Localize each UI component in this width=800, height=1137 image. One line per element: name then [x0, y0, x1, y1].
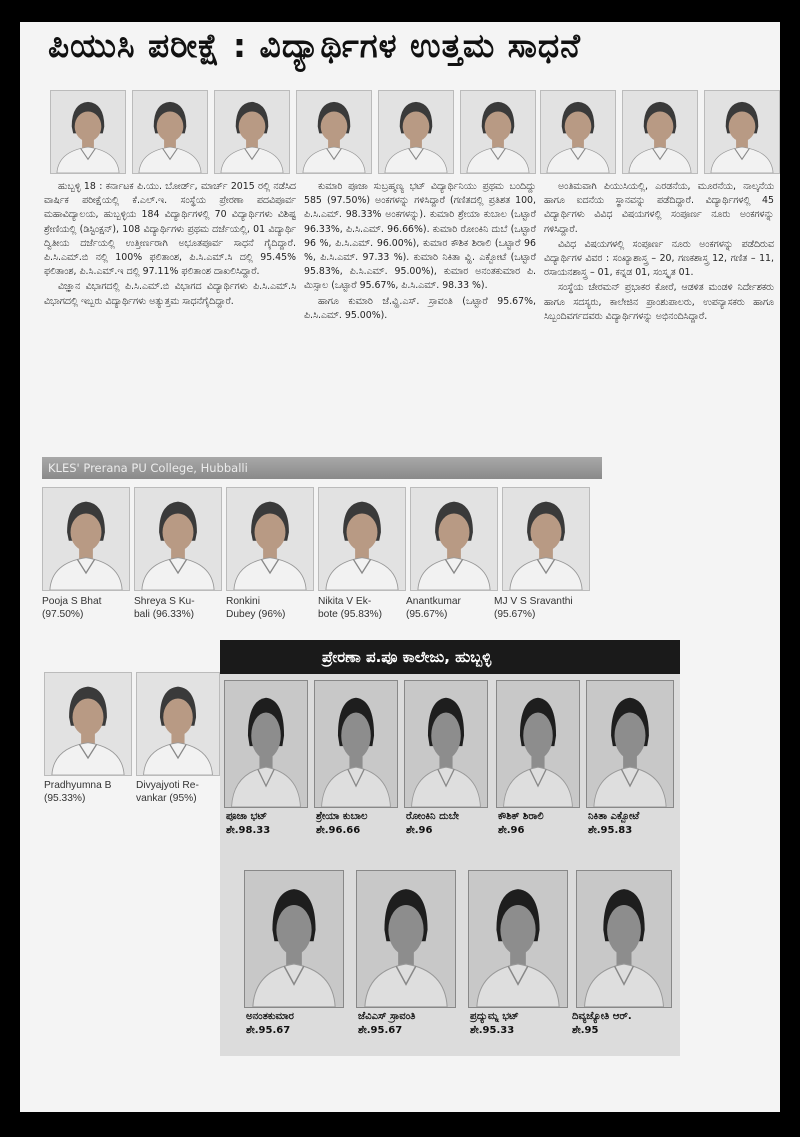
article-column-2 — [304, 180, 536, 452]
student-percentage: ಶೇ.96 — [406, 825, 433, 836]
student-name: Nikita V Ek- — [318, 596, 372, 607]
student-caption — [470, 1010, 519, 1038]
student-name: Anantkumar — [406, 596, 461, 607]
article-column-3 — [544, 180, 774, 452]
portrait-icon — [43, 488, 129, 590]
student-percentage: ಶೇ.96.66 — [316, 825, 361, 836]
student-photo — [224, 680, 308, 808]
article-paragraph: ಹುಬ್ಬಳ್ಳಿ 18 : ಕರ್ನಾಟಕ ಪಿ.ಯು. ಬೋರ್ಡ್, ಮಾರ್ಚ್ 2015 ರಲ್ಲಿ ನಡೆಸಿದ ವಾರ್ಷಿಕ ಪರೀಕ್ಷೆಯಲ್ಲಿ ಕೆ.ಎಲ್.ಇ. ಸಂಸ್ಥೆಯ ಪ್ರೇರಣಾ ಪದವಿಪೂರ್ವ ಮಹಾವಿದ್ಯಾಲಯ, ಹುಬ್ಬಳ್ಳಿಯ 184 ವಿದ್ಯಾರ್ಥಿಗಳಲ್ಲಿ 70 ವಿದ್ಯಾರ್ಥಿಗಳು ವಿಶಿಷ್ಟ ಶ್ರೇಣಿಯಲ್ಲಿ (ಡಿಸ್ಟಿಂಕ್ಷನ್), 108 ವಿದ್ಯಾರ್ಥಿಗಳು ಪ್ರಥಮ ದರ್ಜೆಯಲ್ಲಿ, 01 ವಿದ್ಯಾರ್ಥಿ ದ್ವಿತೀಯ ದರ್ಜೆಯಲ್ಲಿ ಉತ್ತೀರ್ಣರಾಗಿ ಅಭೂತಪೂರ್ವ ಸಾಧನೆ ಗೈದಿದ್ದಾರೆ. ಪಿ.ಸಿ.ಎಮ್.ಬಿ ನಲ್ಲಿ 100% ಫಲಿತಾಂಶ, ಪಿ.ಸಿ.ಎಮ್.ಸಿ ದಲ್ಲಿ 95.45% ಫಲಿತಾಂಶ, ಪಿ.ಸಿ.ಎಮ್.ಇ ದಲ್ಲಿ 97.11% ಫಲಿತಾಂಶ ದಾಖಲಿಸಿದ್ದಾರೆ. — [44, 181, 296, 278]
student-photo — [356, 870, 456, 1008]
student-caption — [588, 810, 639, 838]
portrait-icon — [623, 91, 697, 173]
student-name: ರೋಂಕಿನಿ ದುಬೇ — [406, 811, 459, 822]
student-caption — [406, 596, 502, 621]
student-name: Pooja S Bhat — [42, 596, 102, 607]
article-paragraph: ಸಂಸ್ಥೆಯ ಚೇರಮನ್ ಪ್ರಭಾಕರ ಕೋರೆ, ಆಡಳಿತ ಮಂಡಳಿ ನಿರ್ದೇಶಕರು ಹಾಗೂ ಸದಸ್ಯರು, ಕಾಲೇಜಿನ ಪ್ರಾಂಶುಪಾಲರು, ಉಪನ್ಯಾಸಕರು ಹಾಗೂ ಸಿಬ್ಬಂದಿವರ್ಗದವರು ವಿದ್ಯಾರ್ಥಿಗಳನ್ನು ಅಭಿನಂದಿಸಿದ್ದಾರೆ. — [544, 282, 774, 322]
portrait-icon — [541, 91, 615, 173]
student-percentage: (95.33%) — [44, 792, 86, 804]
student-photo — [378, 90, 454, 174]
portrait-icon — [405, 681, 487, 807]
portrait-icon — [315, 681, 397, 807]
student-photo — [244, 870, 344, 1008]
student-name: ಕೌಶಿಕ್ ಶಿರಾಲಿ — [498, 811, 544, 822]
student-caption — [498, 810, 544, 838]
student-percentage: ಶೇ.95.67 — [358, 1025, 403, 1036]
student-photo — [576, 870, 672, 1008]
newspaper-clipping — [20, 22, 780, 1112]
student-photo — [44, 672, 132, 776]
student-photo — [226, 487, 314, 591]
portrait-icon — [503, 488, 589, 590]
student-name: ದಿವ್ಯಜ್ಯೋತಿ ಆರ್. — [572, 1011, 632, 1022]
article-paragraph: ಹಾಗೂ ಕುಮಾರಿ ಜೆ.ವ್ಹಿ.ಎಸ್. ಸ್ರಾವಂತಿ (ಒಟ್ಟಾರೆ 95.67%, ಪಿ.ಸಿ.ಎಮ್. 95.00%). — [304, 295, 536, 321]
student-name: Pradhyumna B — [44, 780, 112, 791]
portrait-icon — [133, 91, 207, 173]
student-name: ಜೆವಿಎಸ್ ಸ್ರಾವಂತಿ — [358, 1011, 416, 1022]
portrait-icon — [137, 673, 219, 775]
student-caption — [134, 596, 224, 621]
student-caption — [318, 596, 408, 621]
student-photo — [704, 90, 780, 174]
student-caption — [316, 810, 367, 838]
portrait-icon — [51, 91, 125, 173]
student-percentage: (95.67%) — [406, 608, 448, 620]
student-caption — [44, 780, 136, 805]
portrait-icon — [461, 91, 535, 173]
student-photo — [318, 487, 406, 591]
prerana-photo-panel — [220, 674, 680, 1056]
prerana-college-banner: ಪ್ರೇರಣಾ ಪ.ಪೂ ಕಾಲೇಜು, ಹುಬ್ಬಳ್ಳಿ — [220, 640, 680, 674]
student-photo — [404, 680, 488, 808]
student-photo — [586, 680, 674, 808]
student-percentage: ಶೇ.95.33 — [470, 1025, 515, 1036]
student-photo — [296, 90, 372, 174]
article-paragraph: ಕುಮಾರಿ ಪೂಜಾ ಸುಬ್ರಹ್ಮಣ್ಯ ಭಟ್ ವಿದ್ಯಾರ್ಥಿನಿಯು ಪ್ರಥಮ ಬಂದಿದ್ದು 585 (97.50%) ಅಂಕಗಳನ್ನು ಗಳಿಸಿದ್ದಾರೆ (ಗಣಿತದಲ್ಲಿ ಪ್ರತಿಶತ 100, ಪಿ.ಸಿ.ಎಮ್. 98.33% ಅಂಕಗಳನ್ನು). ಕುಮಾರಿ ಶ್ರೇಯಾ ಕುಬಾಲ (ಒಟ್ಟಾರೆ 96.33%, ಪಿ.ಸಿ.ಎಮ್. 96.66%). ಕುಮಾರಿ ರೋಂಕಿನಿ ದುಬೆ (ಒಟ್ಟಾರೆ 96 %, ಪಿ.ಸಿ.ಎಮ್. 96.00%), ಕುಮಾರ ಕೌಶಿಕ ಶಿರಾಲಿ (ಒಟ್ಟಾರೆ 96 %, ಪಿ.ಸಿ.ಎಮ್. 97.33 %). ಕುಮಾರಿ ನಿಕಿತಾ ವ್ಹಿ. ಎಕ್ಬೋಟೆ (ಒಟ್ಟಾರೆ 95.83%, ಪಿ.ಸಿ.ಎಮ್. 95.00%), ಕುಮಾರ ಅನಂತಕುಮಾರ ಪಿ. ಮಿಸ್ಸಾಲ (ಒಟ್ಟಾರೆ 95.67%, ಪಿ.ಸಿ.ಎಮ್. 98.33 %). — [304, 181, 536, 292]
student-percentage: ಶೇ.96 — [498, 825, 525, 836]
portrait-icon — [497, 681, 579, 807]
student-caption — [358, 1010, 415, 1038]
student-photo — [132, 90, 208, 174]
student-percentage: ಶೇ.98.33 — [226, 825, 271, 836]
student-photo — [42, 487, 130, 591]
portrait-icon — [225, 681, 307, 807]
portrait-icon — [245, 871, 343, 1007]
student-name: ಪೂಜಾ ಭಟ್ — [226, 811, 268, 822]
student-name-cont: bali (96.33%) — [134, 608, 195, 620]
portrait-icon — [227, 488, 313, 590]
portrait-icon — [469, 871, 567, 1007]
student-photo — [502, 487, 590, 591]
student-name: MJ V S Sravanthi — [494, 596, 573, 607]
portrait-icon — [705, 91, 779, 173]
article-paragraph: ವಿಜ್ಞಾನ ವಿಭಾಗದಲ್ಲಿ ಪಿ.ಸಿ.ಎಮ್.ಬಿ ವಿಭಾಗದ ವಿದ್ಯಾರ್ಥಿಗಳು ಪಿ.ಸಿ.ಎಮ್.ಸಿ ವಿಭಾಗದಲ್ಲಿ ಇಬ್ಬರು ವಿದ್ಯಾರ್ಥಿಗಳು ಅತ್ಯುತ್ತಮ ಸಾಧನೆಗೈದಿದ್ದಾರೆ. — [44, 281, 296, 307]
student-photo — [134, 487, 222, 591]
portrait-icon — [379, 91, 453, 173]
portrait-icon — [45, 673, 131, 775]
student-name: Divyajyoti Re- — [136, 780, 199, 791]
student-caption — [246, 1010, 294, 1038]
student-name-cont: vankar (95%) — [136, 792, 197, 804]
article-paragraph: ಅಂತಿಮವಾಗಿ ಪಿಯುಸಿಯಲ್ಲಿ, ಎರಡನೆಯ, ಮೂರನೆಯ, ನಾಲ್ಕನೆಯ ಹಾಗೂ ಐದನೆಯ ಸ್ಥಾನವನ್ನು ಪಡೆದಿದ್ದಾರೆ. ವಿದ್ಯಾರ್ಥಿಗಳಲ್ಲಿ 45 ವಿದ್ಯಾರ್ಥಿಗಳು ವಿವಿಧ ವಿಷಯಗಳಲ್ಲಿ ಸಂಪೂರ್ಣ ನೂರು ಅಂಕಗಳನ್ನು ಗಳಿಸಿದ್ದಾರೆ. — [544, 181, 774, 235]
student-caption — [42, 596, 132, 621]
student-photo — [410, 487, 498, 591]
portrait-icon — [577, 871, 671, 1007]
student-photo — [460, 90, 536, 174]
student-percentage: (95.67%) — [494, 608, 536, 620]
student-photo — [50, 90, 126, 174]
student-caption — [136, 780, 226, 805]
portrait-icon — [297, 91, 371, 173]
kles-college-banner: KLES' Prerana PU College, Hubballi — [42, 457, 602, 479]
student-caption — [226, 596, 316, 621]
student-photo — [314, 680, 398, 808]
student-photo — [468, 870, 568, 1008]
student-name: ಅನಂತಕುಮಾರ — [246, 1011, 294, 1022]
student-caption — [226, 810, 270, 838]
portrait-icon — [319, 488, 405, 590]
student-name: Ronkini — [226, 596, 260, 607]
portrait-icon — [357, 871, 455, 1007]
student-photo — [622, 90, 698, 174]
article-column-1 — [44, 180, 296, 452]
portrait-icon — [411, 488, 497, 590]
article-paragraph: ವಿವಿಧ ವಿಷಯಗಳಲ್ಲಿ ಸಂಪೂರ್ಣ ನೂರು ಅಂಕಗಳನ್ನು ಪಡೆದಿರುವ ವಿದ್ಯಾರ್ಥಿಗಳ ವಿವರ : ಸಂಖ್ಯಾಶಾಸ್ತ್ರ – 20, ಗಣಕಶಾಸ್ತ್ರ 12, ಗಣಿತ – 11, ರಸಾಯನಶಾಸ್ತ್ರ – 01, ಕನ್ನಡ 01, ಸಂಸ್ಕೃತ 01. — [544, 238, 774, 279]
portrait-icon — [587, 681, 673, 807]
student-caption — [572, 1010, 632, 1038]
page-title: ಪಿಯುಸಿ ಪರೀಕ್ಷೆ : ವಿದ್ಯಾರ್ಥಿಗಳ ಉತ್ತಮ ಸಾಧನೆ — [48, 26, 581, 65]
student-photo — [496, 680, 580, 808]
student-name: ನಿಕಿತಾ ಎಕ್ಬೋಟೆ — [588, 811, 640, 822]
student-name: ಪ್ರದ್ಯುಮ್ನ ಭಟ್ — [470, 1011, 519, 1022]
portrait-icon — [215, 91, 289, 173]
student-percentage: ಶೇ.95.83 — [588, 825, 633, 836]
student-name: Shreya S Ku- — [134, 596, 195, 607]
student-caption — [494, 596, 594, 621]
student-percentage: (97.50%) — [42, 608, 84, 620]
student-photo — [540, 90, 616, 174]
student-name-cont: bote (95.83%) — [318, 608, 382, 620]
student-percentage: ಶೇ.95.67 — [246, 1025, 291, 1036]
student-caption — [406, 810, 459, 838]
student-photo — [214, 90, 290, 174]
student-photo — [136, 672, 220, 776]
portrait-icon — [135, 488, 221, 590]
student-percentage: ಶೇ.95 — [572, 1025, 599, 1036]
student-name-cont: Dubey (96%) — [226, 608, 286, 620]
student-name: ಶ್ರೇಯಾ ಕುಬಾಲ — [316, 811, 368, 822]
